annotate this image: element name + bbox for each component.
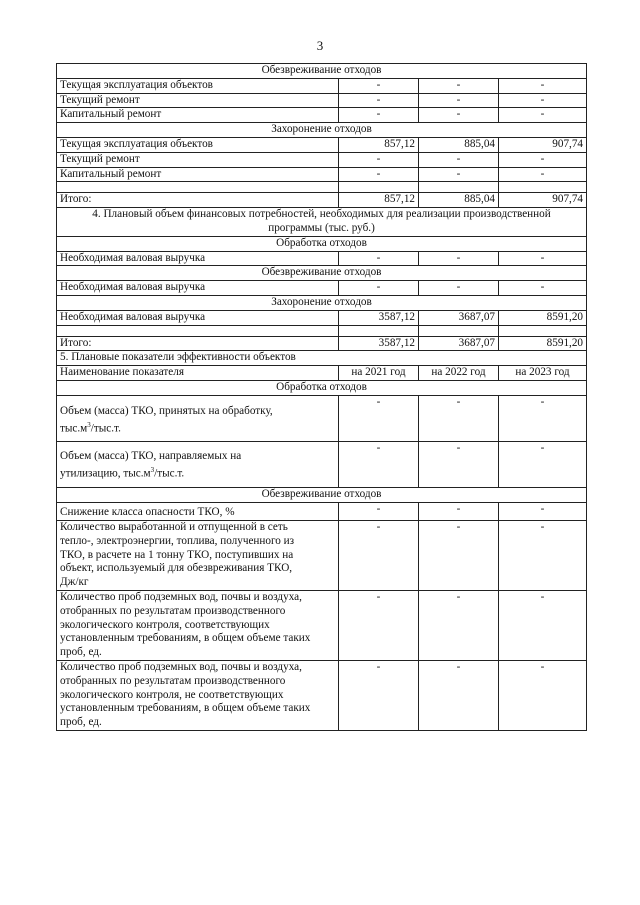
section-title: Обработка отходов	[57, 236, 587, 251]
value-2023: 907,74	[499, 137, 587, 152]
label-part: тыс.м	[60, 422, 88, 435]
row-label: Капитальный ремонт	[57, 108, 339, 123]
value-2022: 885,04	[419, 137, 499, 152]
table-row	[57, 108, 587, 123]
section-header-row	[57, 266, 587, 281]
superscript: 3	[87, 420, 91, 429]
row-label: Необходимая валовая выручка	[57, 251, 339, 266]
total-label: Итого:	[57, 336, 339, 351]
table-row	[57, 503, 587, 521]
table-row	[57, 281, 587, 296]
value-2022: -	[419, 108, 499, 123]
row-label: Текущая эксплуатация объектов	[57, 137, 339, 152]
value-2021: 3587,12	[339, 310, 419, 325]
section-header-row	[57, 380, 587, 395]
label-part: утилизацию, тыс.м	[60, 467, 151, 480]
row-label: Снижение класса опасности ТКО, %	[57, 503, 339, 521]
table-row	[57, 93, 587, 108]
indicator-name-header: Наименование показателя	[57, 366, 339, 381]
total-2021: 857,12	[339, 193, 419, 208]
section-header-row	[57, 295, 587, 310]
row-label: Количество выработанной и отпущенной в сеть тепло-, электроэнергии, топлива, полученного из ТКО, в расчете на 1 тонну ТКО, поступивших на объект, используемый для обезвреживания ТКО, Дж/кг	[57, 520, 339, 590]
value-2022: -	[419, 520, 499, 590]
total-2022: 3687,07	[419, 336, 499, 351]
row-label: Необходимая валовая выручка	[57, 310, 339, 325]
total-row	[57, 336, 587, 351]
row-label	[57, 442, 339, 488]
table-row	[57, 590, 587, 660]
value-2021: -	[339, 251, 419, 266]
value-2023: -	[499, 167, 587, 182]
row-label	[57, 395, 339, 441]
value-2022: -	[419, 152, 499, 167]
value-2021: 857,12	[339, 137, 419, 152]
value-2023: -	[499, 442, 587, 488]
label-part: Объем (масса) ТКО, направляемых на	[60, 450, 242, 463]
value-2022: -	[419, 503, 499, 521]
total-2021: 3587,12	[339, 336, 419, 351]
table-row	[57, 78, 587, 93]
value-2023: -	[499, 590, 587, 660]
column-header-row	[57, 366, 587, 381]
value-2023: -	[499, 503, 587, 521]
total-2023: 8591,20	[499, 336, 587, 351]
value-2021: -	[339, 590, 419, 660]
total-label: Итого:	[57, 193, 339, 208]
value-2023: -	[499, 152, 587, 167]
value-2021: -	[339, 660, 419, 730]
table-row	[57, 251, 587, 266]
value-2023: -	[499, 520, 587, 590]
value-2023: -	[499, 78, 587, 93]
value-2022: -	[419, 660, 499, 730]
table-row	[57, 137, 587, 152]
value-2022: -	[419, 281, 499, 296]
page-number: 3	[316, 38, 324, 53]
section-header-row	[57, 123, 587, 138]
row-label: Текущая эксплуатация объектов	[57, 78, 339, 93]
value-2023: 8591,20	[499, 310, 587, 325]
section-title: Захоронение отходов	[57, 295, 587, 310]
blank-row	[57, 182, 587, 193]
row-label: Капитальный ремонт	[57, 167, 339, 182]
label-part: Объем (масса) ТКО, принятых на обработку,	[60, 404, 273, 417]
section4-title: 4. Плановый объем финансовых потребностей, необходимых для реализации производственной программы (тыс. руб.)	[57, 208, 587, 237]
value-2022: -	[419, 78, 499, 93]
table-row	[57, 167, 587, 182]
value-2021: -	[339, 442, 419, 488]
value-2021: -	[339, 93, 419, 108]
table-row	[57, 152, 587, 167]
section5-title: 5. Плановые показатели эффективности объектов	[57, 351, 587, 366]
blank-row	[57, 325, 587, 336]
value-2022: -	[419, 167, 499, 182]
table-row	[57, 442, 587, 488]
table-row	[57, 660, 587, 730]
section-header-row	[57, 488, 587, 503]
section-title: Захоронение отходов	[57, 123, 587, 138]
value-2021: -	[339, 281, 419, 296]
row-label: Количество проб подземных вод, почвы и воздуха, отобранных по результатам производственного экологического контроля, не соответствующих установленным требованиям, в общем объеме таких проб, ед.	[57, 660, 339, 730]
value-2021: -	[339, 520, 419, 590]
year-2023-header: на 2023 год	[499, 366, 587, 381]
total-2023: 907,74	[499, 193, 587, 208]
row-label: Количество проб подземных вод, почвы и воздуха, отобранных по результатам производственного экологического контроля, соответствующих установленным требованиям, в общем объеме таких проб, ед.	[57, 590, 339, 660]
value-2021: -	[339, 395, 419, 441]
value-2021: -	[339, 108, 419, 123]
table-row	[57, 520, 587, 590]
section-title: Обработка отходов	[57, 380, 587, 395]
value-2023: -	[499, 660, 587, 730]
label-part: /тыс.т.	[154, 467, 185, 480]
label-part: /тыс.т.	[90, 422, 121, 435]
value-2022: -	[419, 93, 499, 108]
value-2021: -	[339, 503, 419, 521]
value-2022: -	[419, 590, 499, 660]
section-header-row	[57, 64, 587, 79]
value-2023: -	[499, 93, 587, 108]
superscript: 3	[150, 465, 155, 474]
year-2021-header: на 2021 год	[339, 366, 419, 381]
production-program-table	[56, 63, 587, 731]
row-label: Текущий ремонт	[57, 152, 339, 167]
value-2021: -	[339, 78, 419, 93]
table-row	[57, 310, 587, 325]
section-header-row	[57, 208, 587, 237]
value-2023: -	[499, 395, 587, 441]
total-row	[57, 193, 587, 208]
value-2021: -	[339, 152, 419, 167]
section-header-row	[57, 236, 587, 251]
section-title: Обезвреживание отходов	[57, 64, 587, 79]
section-header-row	[57, 351, 587, 366]
value-2023: -	[499, 281, 587, 296]
row-label: Текущий ремонт	[57, 93, 339, 108]
row-label: Необходимая валовая выручка	[57, 281, 339, 296]
value-2022: 3687,07	[419, 310, 499, 325]
year-2022-header: на 2022 год	[419, 366, 499, 381]
value-2022: -	[419, 395, 499, 441]
value-2021: -	[339, 167, 419, 182]
value-2022: -	[419, 442, 499, 488]
total-2022: 885,04	[419, 193, 499, 208]
value-2022: -	[419, 251, 499, 266]
value-2023: -	[499, 251, 587, 266]
table-row	[57, 395, 587, 441]
section-title: Обезвреживание отходов	[57, 266, 587, 281]
value-2023: -	[499, 108, 587, 123]
section-title: Обезвреживание отходов	[57, 488, 587, 503]
